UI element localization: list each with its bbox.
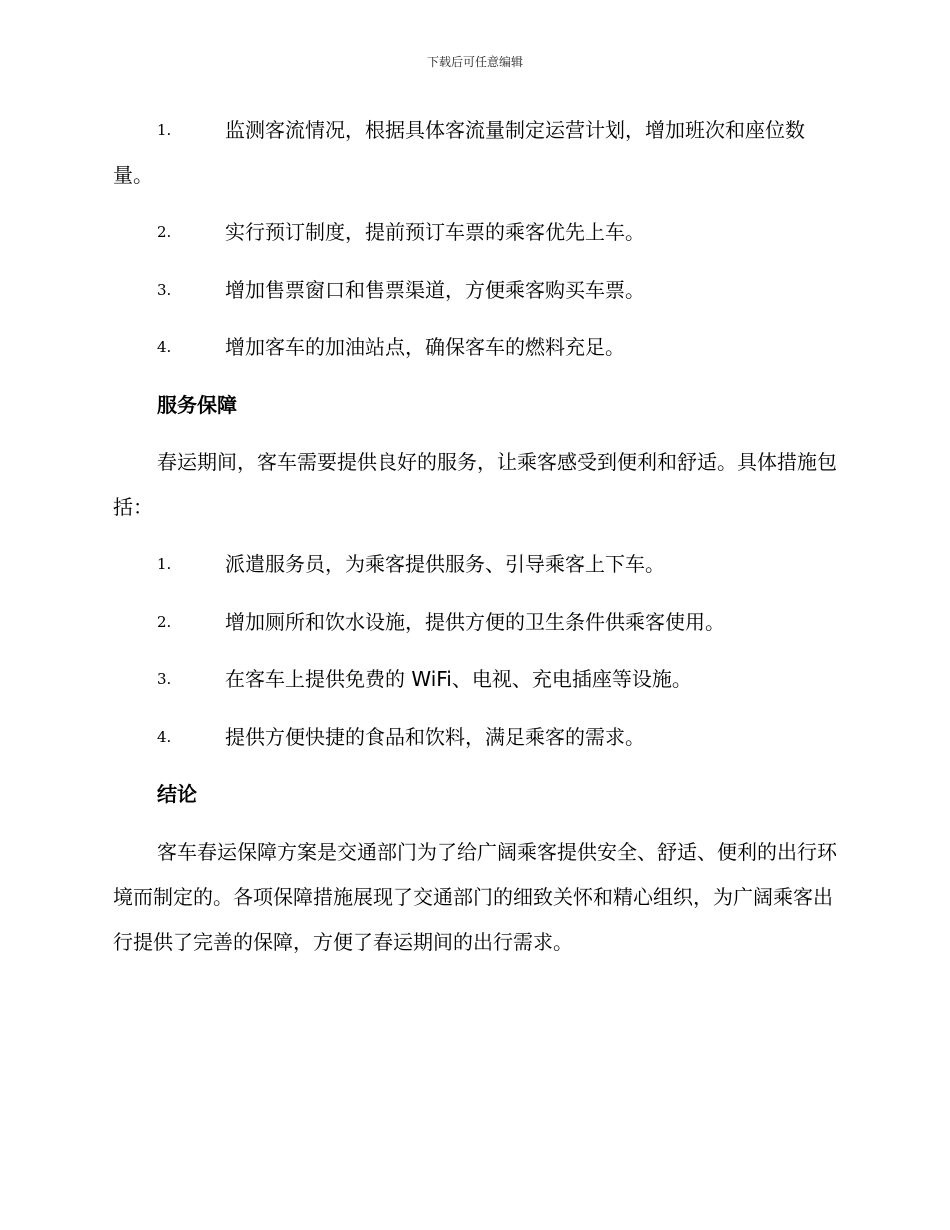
document-body [113, 108, 838, 977]
list-item-text: 增加厕所和饮水设施，提供方便的卫生条件供乘客使用。 [225, 609, 725, 634]
section-heading-conclusion: 结论 [157, 782, 197, 806]
list-item-number: 3. [157, 670, 172, 688]
list-item [113, 600, 838, 658]
list-item [113, 268, 838, 326]
list-item [113, 657, 838, 715]
list-item-text: 在客车上提供免费的 WiFi、电视、充电插座等设施。 [225, 667, 692, 691]
list-item-number: 2. [157, 223, 172, 241]
section-heading-service: 服务保障 [157, 392, 237, 417]
list-item [113, 108, 838, 210]
list-item-text: 提供方便快捷的食品和饮料，满足乘客的需求。 [225, 724, 645, 749]
list-item-text: 派遣服务员，为乘客提供服务、引导乘客上下车。 [225, 552, 665, 576]
list-item-number: 1. [157, 121, 172, 139]
list-item-number: 4. [157, 338, 172, 356]
service-intro-paragraph: 春运期间，客车需要提供良好的服务，让乘客感受到便利和舒适。具体措施包括： [113, 450, 837, 519]
list-item-number: 4. [157, 727, 172, 746]
list-item-text: 增加客车的加油站点，确保客车的燃料充足。 [225, 335, 625, 359]
list-item [113, 715, 838, 773]
list-item [113, 325, 838, 383]
list-item [113, 210, 838, 268]
list-item [113, 542, 838, 600]
list-item-text: 监测客流情况，根据具体客流量制定运营计划，增加班次和座位数量。 [113, 118, 805, 187]
list-item-text: 实行预订制度，提前预订车票的乘客优先上车。 [225, 220, 645, 244]
list-item-text: 增加售票窗口和售票渠道，方便乘客购买车票。 [225, 277, 645, 302]
page-header: 下载后可任意编辑 [426, 55, 523, 69]
conclusion-paragraph: 客车春运保障方案是交通部门为了给广阔乘客提供安全、舒适、便利的出行环境而制定的。各项保障措施展现了交通部门的细致关怀和精心组织，为广阔乘客出行提供了完善的保障，方便了春运期间的出行需求。 [113, 839, 837, 954]
list-item-number: 2. [157, 612, 172, 631]
list-item-number: 3. [157, 280, 172, 299]
list-item-number: 1. [157, 555, 172, 573]
